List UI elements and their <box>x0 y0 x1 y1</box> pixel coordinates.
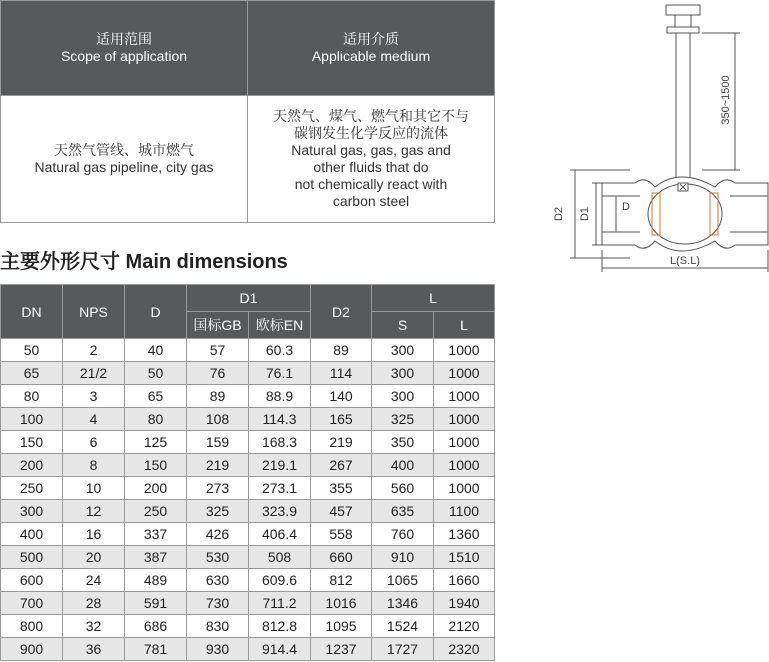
header-d2: D2 <box>311 285 372 339</box>
table-cell: 100 <box>1 408 63 431</box>
table-cell: 50 <box>125 362 187 385</box>
dimensions-table <box>0 284 495 661</box>
table-row <box>1 523 495 546</box>
header-l-l: L <box>434 312 495 339</box>
table-cell: 165 <box>311 408 372 431</box>
table-cell: 250 <box>1 477 63 500</box>
table-cell: 200 <box>125 477 187 500</box>
table-cell: 88.9 <box>249 385 311 408</box>
table-cell: 300 <box>372 339 434 362</box>
table-cell: 89 <box>311 339 372 362</box>
table-cell: 350 <box>372 431 434 454</box>
table-cell: 125 <box>125 431 187 454</box>
table-cell: 508 <box>249 546 311 569</box>
table-cell: 1065 <box>372 569 434 592</box>
table-cell: 1000 <box>434 477 495 500</box>
header-d1: D1 <box>187 285 311 312</box>
table-cell: 300 <box>1 500 63 523</box>
dimensions-body <box>1 339 495 661</box>
table-row <box>1 362 495 385</box>
table-cell: 660 <box>311 546 372 569</box>
table-cell: 800 <box>1 615 63 638</box>
header-nps: NPS <box>63 285 125 339</box>
table-cell: 1000 <box>434 431 495 454</box>
table-cell: 1237 <box>311 638 372 661</box>
table-cell: 812.8 <box>249 615 311 638</box>
table-cell: 400 <box>372 454 434 477</box>
table-cell: 1000 <box>434 385 495 408</box>
table-cell: 267 <box>311 454 372 477</box>
table-cell: 325 <box>372 408 434 431</box>
scope-en: Natural gas pipeline, city gas <box>34 159 214 175</box>
table-cell: 930 <box>187 638 249 661</box>
table-cell: 2120 <box>434 615 495 638</box>
table-cell: 28 <box>63 592 125 615</box>
section-title: 主要外形尺寸 Main dimensions <box>0 251 288 273</box>
table-cell: 600 <box>1 569 63 592</box>
medium-header <box>248 1 495 96</box>
height-label: 350~1500 <box>720 75 732 125</box>
table-cell: 2 <box>63 339 125 362</box>
table-cell: 159 <box>187 431 249 454</box>
table-cell: 108 <box>187 408 249 431</box>
table-cell: 711.2 <box>249 592 311 615</box>
medium-en-1: Natural gas, gas, gas and <box>291 142 451 158</box>
table-cell: 20 <box>63 546 125 569</box>
table-cell: 406.4 <box>249 523 311 546</box>
table-row <box>1 431 495 454</box>
table-row <box>1 546 495 569</box>
medium-header-en: Applicable medium <box>311 48 431 64</box>
medium-en-2: other fluids that do <box>313 159 429 175</box>
table-cell: 900 <box>1 638 63 661</box>
table-row <box>1 592 495 615</box>
table-cell: 400 <box>1 523 63 546</box>
table-cell: 250 <box>125 500 187 523</box>
table-cell: 219.1 <box>249 454 311 477</box>
table-row <box>1 454 495 477</box>
table-cell: 325 <box>187 500 249 523</box>
header-l-s: S <box>372 312 434 339</box>
table-cell: 1510 <box>434 546 495 569</box>
table-cell: 12 <box>63 500 125 523</box>
table-cell: 457 <box>311 500 372 523</box>
table-cell: 21/2 <box>63 362 125 385</box>
table-cell: 3 <box>63 385 125 408</box>
length-label: L(S.L) <box>670 255 700 267</box>
medium-en-3: not chemically react with <box>294 176 448 192</box>
scope-cn: 天然气管线、城市燃气 <box>54 142 194 158</box>
d-label: D <box>622 201 630 213</box>
table-cell: 4 <box>63 408 125 431</box>
table-cell: 1346 <box>372 592 434 615</box>
table-cell: 114 <box>311 362 372 385</box>
table-cell: 635 <box>372 500 434 523</box>
table-cell: 76.1 <box>249 362 311 385</box>
table-cell: 830 <box>187 615 249 638</box>
table-cell: 426 <box>187 523 249 546</box>
table-cell: 323.9 <box>249 500 311 523</box>
table-row <box>1 500 495 523</box>
table-cell: 50 <box>1 339 63 362</box>
header-d: D <box>125 285 187 339</box>
table-cell: 36 <box>63 638 125 661</box>
table-cell: 1016 <box>311 592 372 615</box>
table-cell: 300 <box>372 385 434 408</box>
table-cell: 910 <box>372 546 434 569</box>
table-cell: 76 <box>187 362 249 385</box>
table-cell: 219 <box>311 431 372 454</box>
table-cell: 914.4 <box>249 638 311 661</box>
table-cell: 337 <box>125 523 187 546</box>
table-cell: 1660 <box>434 569 495 592</box>
application-table <box>0 0 495 223</box>
table-cell: 730 <box>187 592 249 615</box>
table-row <box>1 638 495 661</box>
table-row <box>1 408 495 431</box>
table-cell: 500 <box>1 546 63 569</box>
table-cell: 65 <box>125 385 187 408</box>
table-cell: 80 <box>1 385 63 408</box>
table-row <box>1 339 495 362</box>
table-cell: 1000 <box>434 408 495 431</box>
header-dn: DN <box>1 285 63 339</box>
table-cell: 65 <box>1 362 63 385</box>
table-cell: 1727 <box>372 638 434 661</box>
table-cell: 489 <box>125 569 187 592</box>
medium-cell <box>248 96 495 223</box>
table-row <box>1 615 495 638</box>
scope-header-cn: 适用范围 <box>96 31 152 47</box>
table-cell: 781 <box>125 638 187 661</box>
table-cell: 40 <box>125 339 187 362</box>
table-cell: 114.3 <box>249 408 311 431</box>
table-cell: 57 <box>187 339 249 362</box>
table-cell: 1524 <box>372 615 434 638</box>
table-cell: 60.3 <box>249 339 311 362</box>
table-cell: 387 <box>125 546 187 569</box>
table-cell: 16 <box>63 523 125 546</box>
table-cell: 1095 <box>311 615 372 638</box>
table-cell: 560 <box>372 477 434 500</box>
table-cell: 1000 <box>434 339 495 362</box>
header-d1-en: 欧标EN <box>249 312 311 339</box>
table-cell: 530 <box>187 546 249 569</box>
table-row <box>1 385 495 408</box>
valve-diagram <box>530 0 769 290</box>
table-cell: 300 <box>372 362 434 385</box>
table-cell: 168.3 <box>249 431 311 454</box>
table-cell: 6 <box>63 431 125 454</box>
table-cell: 1100 <box>434 500 495 523</box>
table-cell: 140 <box>311 385 372 408</box>
medium-cn-1: 天然气、煤气、燃气和其它不与 <box>273 108 469 124</box>
table-cell: 1360 <box>434 523 495 546</box>
table-row <box>1 477 495 500</box>
table-cell: 1940 <box>434 592 495 615</box>
scope-cell <box>1 96 248 223</box>
table-cell: 89 <box>187 385 249 408</box>
scope-header <box>1 1 248 96</box>
medium-en-4: carbon steel <box>332 193 410 209</box>
table-cell: 32 <box>63 615 125 638</box>
table-cell: 200 <box>1 454 63 477</box>
table-cell: 355 <box>311 477 372 500</box>
table-cell: 273 <box>187 477 249 500</box>
table-cell: 591 <box>125 592 187 615</box>
table-cell: 10 <box>63 477 125 500</box>
table-cell: 150 <box>1 431 63 454</box>
table-cell: 2320 <box>434 638 495 661</box>
table-cell: 812 <box>311 569 372 592</box>
d1-label: D1 <box>579 206 591 222</box>
d2-label: D2 <box>553 206 565 222</box>
table-cell: 150 <box>125 454 187 477</box>
table-cell: 80 <box>125 408 187 431</box>
table-cell: 700 <box>1 592 63 615</box>
table-cell: 609.6 <box>249 569 311 592</box>
table-cell: 686 <box>125 615 187 638</box>
table-row <box>1 569 495 592</box>
table-cell: 558 <box>311 523 372 546</box>
scope-header-en: Scope of application <box>60 48 188 64</box>
header-l-group: L <box>372 285 495 312</box>
table-cell: 760 <box>372 523 434 546</box>
header-d1-gb: 国标GB <box>187 312 249 339</box>
table-cell: 1000 <box>434 362 495 385</box>
medium-header-cn: 适用介质 <box>343 31 399 47</box>
table-cell: 8 <box>63 454 125 477</box>
table-cell: 24 <box>63 569 125 592</box>
table-cell: 630 <box>187 569 249 592</box>
medium-cn-2: 碳钢发生化学反应的流体 <box>294 125 448 141</box>
table-cell: 1000 <box>434 454 495 477</box>
table-cell: 273.1 <box>249 477 311 500</box>
table-cell: 219 <box>187 454 249 477</box>
